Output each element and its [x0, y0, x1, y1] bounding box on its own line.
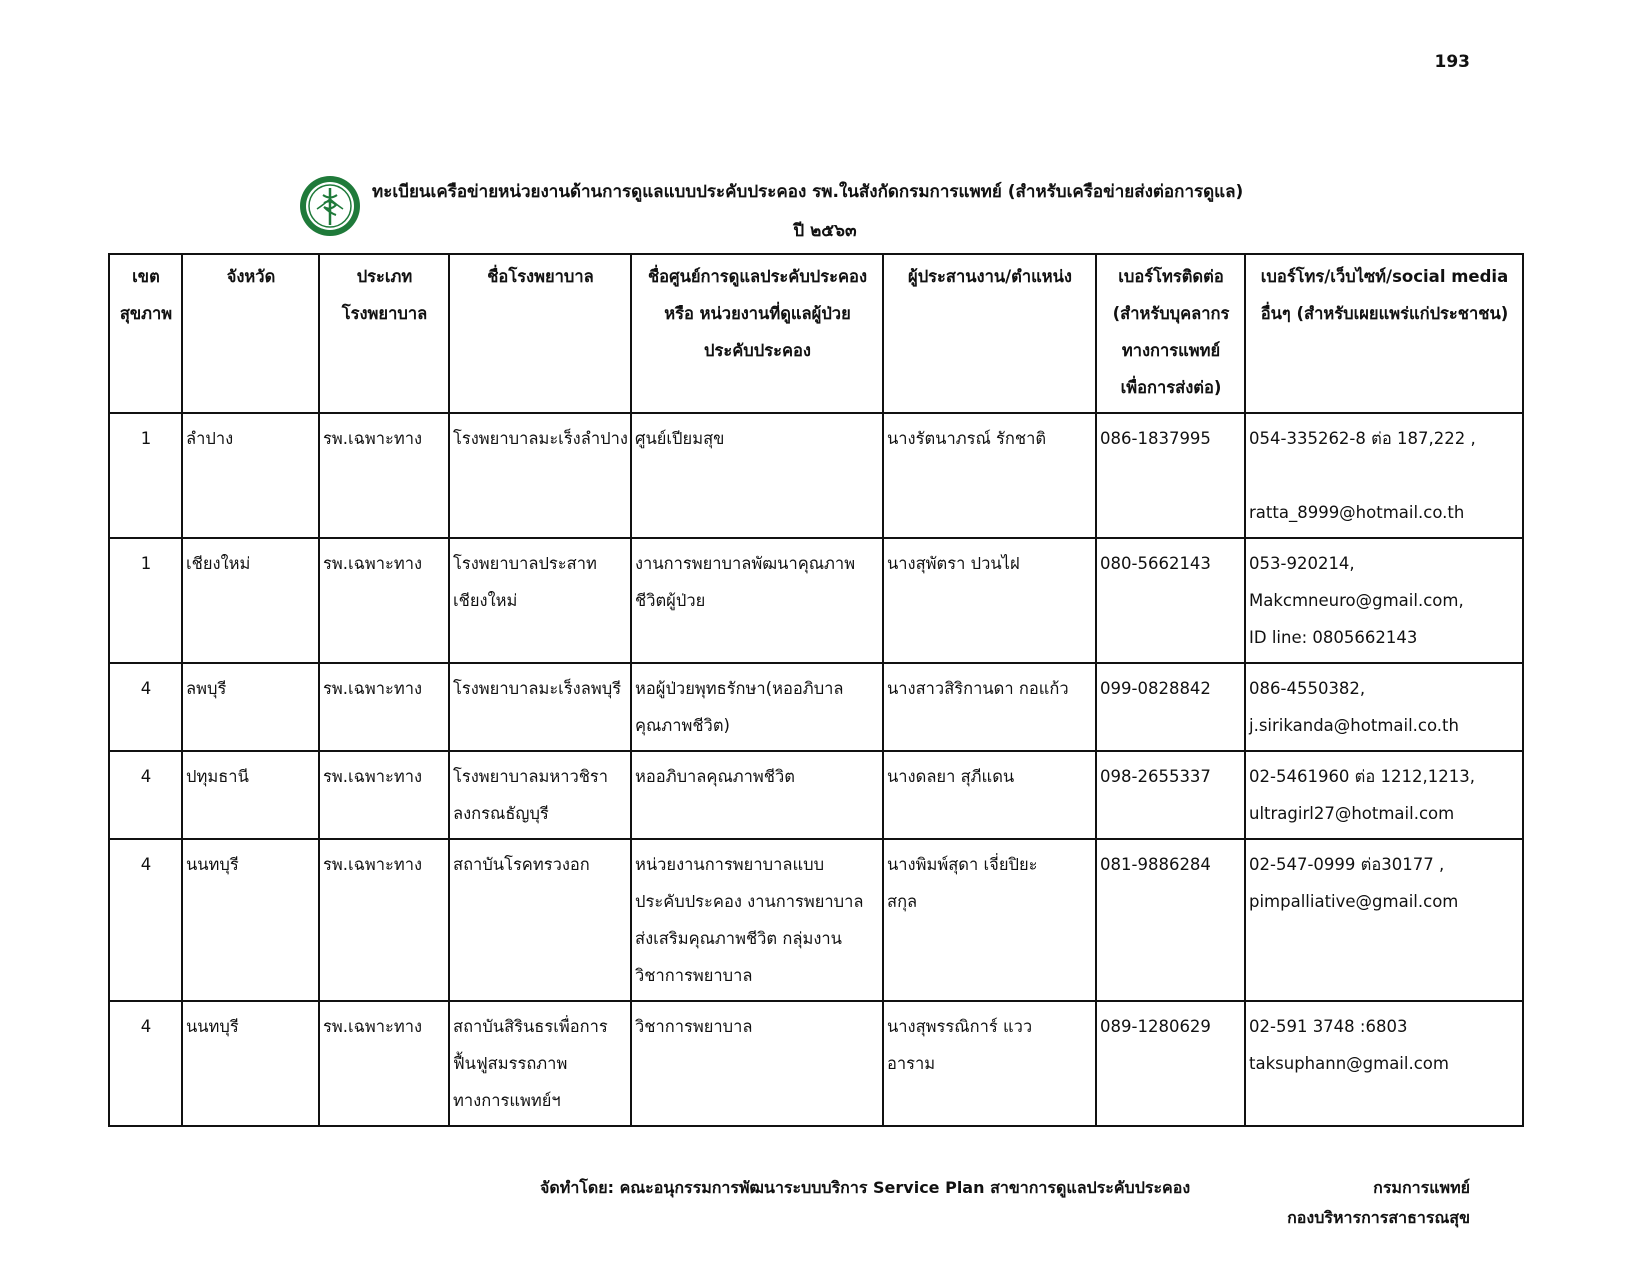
cell-coordinator [883, 839, 1096, 1001]
cell-line: 086-4550382, [1249, 679, 1366, 698]
header-hospital-name [449, 254, 631, 413]
cell-medical-phone: 081-9886284 [1096, 839, 1245, 1001]
header-line: อื่นๆ (สำหรับเผยแพร่แก่ประชาชน) [1260, 304, 1509, 323]
cell-region: 4 [109, 751, 182, 839]
cell-medical-phone: 098-2655337 [1096, 751, 1245, 839]
cell-public-contact [1245, 538, 1523, 663]
header-line: ชื่อโรงพยาบาล [487, 267, 594, 286]
header-line: ผู้ประสานงาน/ตำแหน่ง [908, 267, 1072, 286]
header-line: เบอร์โทร/เว็บไซท์/social media [1260, 267, 1509, 286]
table-row [109, 538, 1523, 663]
cell-line: โรงพยาบาลประสาท [453, 554, 597, 573]
cell-care-center [631, 839, 883, 1001]
header-public-contact [1245, 254, 1523, 413]
cell-coordinator [883, 413, 1096, 538]
header-line: จังหวัด [226, 267, 276, 286]
cell-line: ลงกรณธัญบุรี [453, 804, 549, 823]
table-row [109, 839, 1523, 1001]
cell-line: นางสุพัตรา ปวนไฝ [887, 554, 1020, 573]
cell-line: ฟื้นฟูสมรรถภาพ [453, 1054, 568, 1073]
header-line: สุขภาพ [119, 304, 173, 323]
table-row [109, 413, 1523, 538]
cell-line: นางสุพรรณิการ์ แวว [887, 1017, 1033, 1036]
cell-care-center [631, 413, 883, 538]
page-number: 193 [1434, 52, 1470, 72]
cell-line: ประคับประคอง งานการพยาบาล [635, 892, 864, 911]
cell-coordinator [883, 751, 1096, 839]
cell-line: นางสาวสิริกานดา กอแก้ว [887, 679, 1069, 698]
cell-line: ทางการแพทย์ฯ [453, 1091, 561, 1110]
cell-province: นนทบุรี [182, 839, 319, 1001]
cell-line: อาราม [887, 1054, 936, 1073]
cell-line: หน่วยงานการพยาบาลแบบ [635, 855, 825, 874]
header-province [182, 254, 319, 413]
cell-line: สถาบันโรคทรวงอก [453, 855, 590, 874]
cell-region: 4 [109, 839, 182, 1001]
cell-line: ชีวิตผู้ป่วย [635, 591, 706, 610]
cell-line: ratta_8999@hotmail.co.th [1249, 503, 1465, 522]
cell-province: เชียงใหม่ [182, 538, 319, 663]
cell-coordinator [883, 663, 1096, 751]
document-title: ทะเบียนเครือข่ายหน่วยงานด้านการดูแลแบบประคับประคอง รพ.ในสังกัดกรมการแพทย์ (สำหรับเครือข่ายส่งต่อการดูแล) [372, 182, 1244, 202]
footer-department: กรมการแพทย์ [1373, 1178, 1470, 1197]
cell-coordinator [883, 1001, 1096, 1126]
cell-line [1249, 457, 1520, 494]
document-year: ปี ๒๕๖๓ [793, 221, 857, 241]
cell-public-contact [1245, 839, 1523, 1001]
cell-province: ปทุมธานี [182, 751, 319, 839]
cell-line: taksuphann@gmail.com [1249, 1054, 1449, 1073]
cell-care-center [631, 663, 883, 751]
cell-hospital-name [449, 413, 631, 538]
header-line: โรงพยาบาล [341, 304, 428, 323]
cell-hospital-name [449, 839, 631, 1001]
table-body [109, 413, 1523, 1126]
cell-line: pimpalliative@gmail.com [1249, 892, 1459, 911]
cell-line: 02-547-0999 ต่อ30177 , [1249, 855, 1445, 874]
cell-province: ลพบุรี [182, 663, 319, 751]
cell-region: 1 [109, 413, 182, 538]
header-line: (สำหรับบุคลากร [1112, 304, 1230, 323]
header-line: ทางการแพทย์ [1121, 341, 1221, 360]
cell-line: Makcmneuro@gmail.com, [1249, 591, 1464, 610]
cell-line: สกุล [887, 892, 918, 911]
cell-line: เชียงใหม่ [453, 591, 518, 610]
header-care-center [631, 254, 883, 413]
cell-care-center [631, 538, 883, 663]
cell-hospital-type: รพ.เฉพาะทาง [319, 1001, 449, 1126]
cell-region: 4 [109, 1001, 182, 1126]
table-row [109, 663, 1523, 751]
header-line: เขต [132, 267, 160, 286]
cell-public-contact [1245, 663, 1523, 751]
cell-line: j.sirikanda@hotmail.co.th [1249, 716, 1459, 735]
cell-hospital-type: รพ.เฉพาะทาง [319, 663, 449, 751]
footer-prepared-by: จัดทำโดย: คณะอนุกรรมการพัฒนาระบบบริการ Service Plan สาขาการดูแลประคับประคอง [540, 1178, 1191, 1197]
cell-hospital-type: รพ.เฉพาะทาง [319, 751, 449, 839]
cell-line: ID line: 0805662143 [1249, 628, 1418, 647]
cell-medical-phone: 099-0828842 [1096, 663, 1245, 751]
cell-region: 1 [109, 538, 182, 663]
cell-care-center [631, 751, 883, 839]
header-health-region [109, 254, 182, 413]
cell-line: หออภิบาลคุณภาพชีวิต [635, 767, 795, 786]
cell-hospital-type: รพ.เฉพาะทาง [319, 839, 449, 1001]
cell-line: ส่งเสริมคุณภาพชีวิต กลุ่มงาน [635, 929, 842, 948]
cell-line: หอผู้ป่วยพุทธรักษา(หออภิบาล [635, 679, 844, 698]
cell-line: 02-5461960 ต่อ 1212,1213, [1249, 767, 1476, 786]
cell-line: โรงพยาบาลมะเร็งลพบุรี [453, 679, 622, 698]
header-medical-phone [1096, 254, 1245, 413]
header-line: หรือ หน่วยงานที่ดูแลผู้ป่วย [664, 304, 851, 323]
cell-line: นางพิมพ์สุดา เจี่ยปิยะ [887, 855, 1038, 874]
table-row [109, 751, 1523, 839]
cell-coordinator [883, 538, 1096, 663]
cell-line: ultragirl27@hotmail.com [1249, 804, 1455, 823]
header-line: เพื่อการส่งต่อ) [1120, 378, 1222, 397]
cell-line: 054-335262-8 ต่อ 187,222 , [1249, 429, 1476, 448]
header-hospital-type [319, 254, 449, 413]
table-header-row [109, 254, 1523, 413]
header-line: เบอร์โทรติดต่อ [1118, 267, 1224, 286]
cell-line: งานการพยาบาลพัฒนาคุณภาพ [635, 554, 856, 573]
cell-line: 053-920214, [1249, 554, 1355, 573]
header-coordinator [883, 254, 1096, 413]
cell-hospital-name [449, 538, 631, 663]
cell-medical-phone: 080-5662143 [1096, 538, 1245, 663]
cell-medical-phone: 089-1280629 [1096, 1001, 1245, 1126]
cell-hospital-name [449, 1001, 631, 1126]
table-row [109, 1001, 1523, 1126]
cell-line: นางรัตนาภรณ์ รักชาติ [887, 429, 1047, 448]
cell-region: 4 [109, 663, 182, 751]
cell-hospital-name [449, 751, 631, 839]
cell-line: สถาบันสิรินธรเพื่อการ [453, 1017, 608, 1036]
cell-public-contact [1245, 1001, 1523, 1126]
header-line: ประเภท [356, 267, 413, 286]
cell-province: นนทบุรี [182, 1001, 319, 1126]
cell-line: วิชาการพยาบาล [635, 966, 753, 985]
cell-line: คุณภาพชีวิต) [635, 716, 730, 735]
cell-hospital-type: รพ.เฉพาะทาง [319, 538, 449, 663]
cell-line: วิชาการพยาบาล [635, 1017, 753, 1036]
cell-line: นางดลยา สุภีแดน [887, 767, 1015, 786]
header-line: ประคับประคอง [704, 341, 811, 360]
cell-line: โรงพยาบาลมะเร็งลำปาง [453, 429, 628, 448]
cell-public-contact [1245, 413, 1523, 538]
cell-line: 02-591 3748 :6803 [1249, 1017, 1408, 1036]
header-line: ชื่อศูนย์การดูแลประคับประคอง [647, 267, 868, 286]
cell-public-contact [1245, 751, 1523, 839]
cell-hospital-type: รพ.เฉพาะทาง [319, 413, 449, 538]
cell-hospital-name [449, 663, 631, 751]
cell-province: ลำปาง [182, 413, 319, 538]
network-registry-table [108, 253, 1524, 1127]
cell-line: โรงพยาบาลมหาวชิรา [453, 767, 609, 786]
footer-division: กองบริหารการสาธารณสุข [1287, 1208, 1470, 1227]
cell-care-center [631, 1001, 883, 1126]
cell-medical-phone: 086-1837995 [1096, 413, 1245, 538]
cell-line: ศูนย์เปียมสุข [635, 429, 725, 448]
